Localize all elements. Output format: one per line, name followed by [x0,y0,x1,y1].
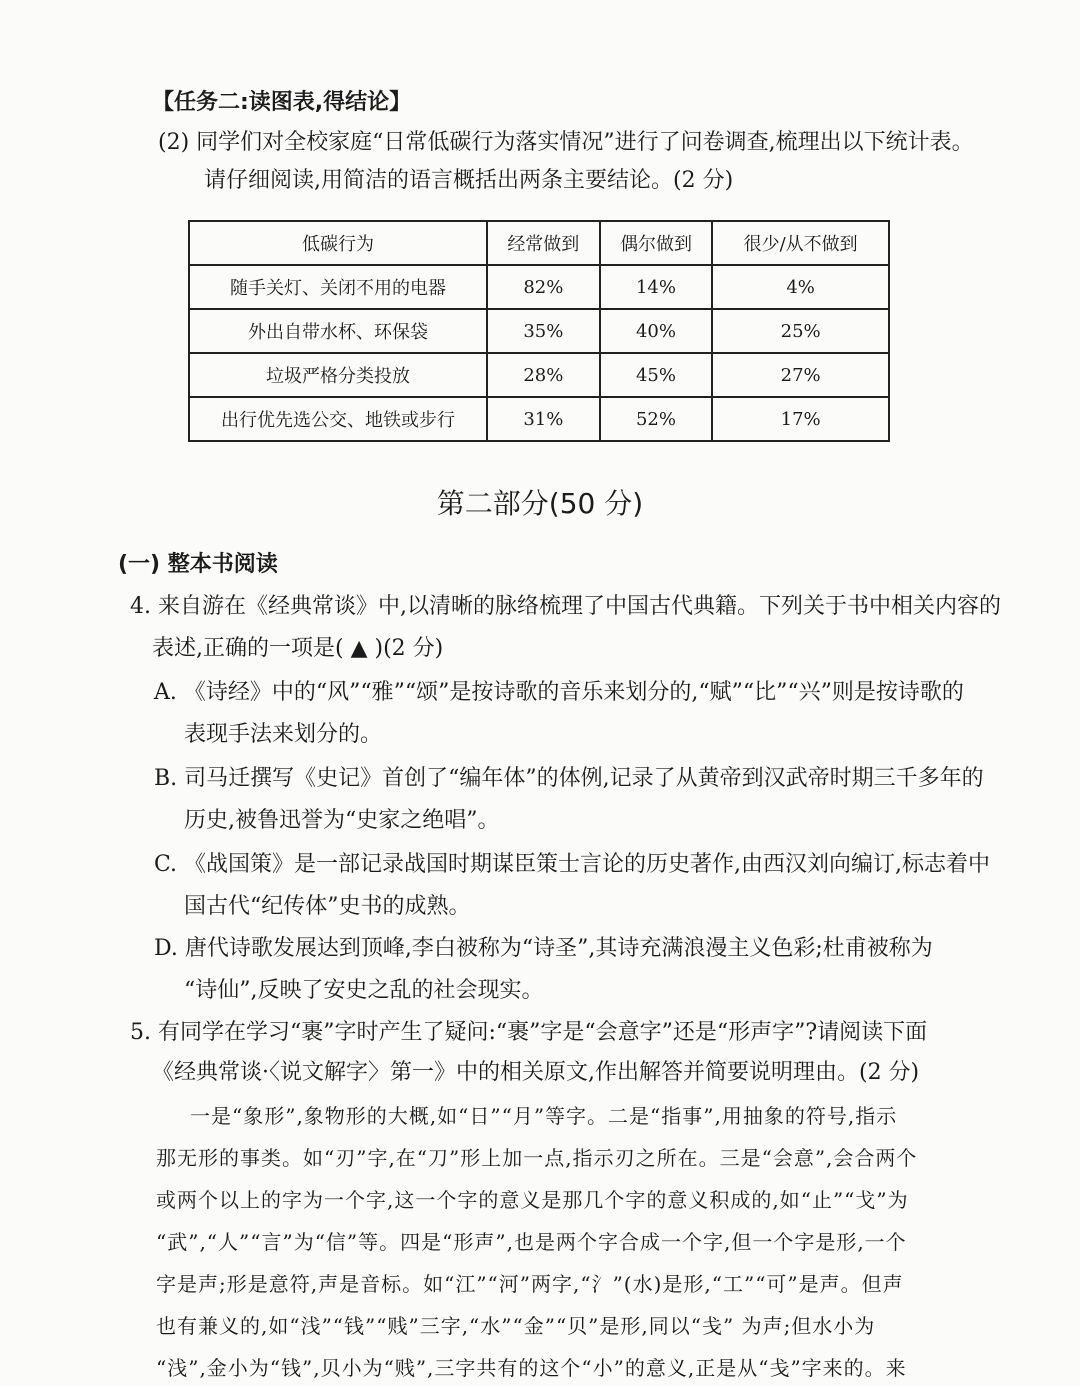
table-header-cell: 很少/从不做到 [712,221,889,265]
table-cell: 外出自带水杯、环保袋 [189,309,487,353]
option-c-cont: 国古代“纪传体”史书的成熟。 [184,894,471,919]
question-4-stem: 4. 来自游在《经典常谈》中,以清晰的脉络梳理了中国古代典籍。下列关于书中相关内容的 [130,594,1001,619]
low-carbon-stats-table [188,220,890,442]
passage-line: 也有兼义的,如“浅”“钱”“贱”三字,“水”“金”“贝”是形,同以“戋” 为声;但水小为 [156,1314,876,1338]
passage-line: 或两个以上的字为一个字,这一个字的意义是那几个字的意义积成的,如“止”“戈”为 [156,1188,909,1212]
table-cell: 25% [712,309,889,353]
table-header-cell: 低碳行为 [189,221,487,265]
table-row [189,309,889,353]
section-heading: (一) 整本书阅读 [118,552,278,577]
table-cell: 35% [487,309,600,353]
table-cell: 4% [712,265,889,309]
table-cell: 52% [600,397,713,441]
table-row [189,397,889,441]
option-d: D. 唐代诗歌发展达到顶峰,李白被称为“诗圣”,其诗充满浪漫主义色彩;杜甫被称为 [154,936,933,961]
passage-line: 字是声;形是意符,声是音标。如“江”“河”两字,“氵”(水)是形,“工”“可”是声。但声 [156,1272,904,1296]
table-row [189,265,889,309]
passage-line: 那无形的事类。如“刃”字,在“刀”形上加一点,指示刃之所在。三是“会意”,会合两个 [156,1146,918,1170]
option-b-cont: 历史,被鲁迅誉为“史家之绝唱”。 [184,808,500,833]
passage-line: “武”,“人”“言”为“信”等。四是“形声”,也是两个字合成一个字,但一个字是形,一个 [156,1230,907,1254]
option-b: B. 司马迁撰写《史记》首创了“编年体”的体例,记录了从黄帝到汉武帝时期三千多年的 [154,766,984,791]
table-header-row [189,221,889,265]
passage-line: 一是“象形”,象物形的大概,如“日”“月”等字。二是“指事”,用抽象的符号,指示 [190,1104,898,1128]
table-cell: 45% [600,353,713,397]
question-4-stem-cont: 表述,正确的一项是( ▲ )(2 分) [152,636,444,661]
table-row [189,353,889,397]
option-a: A. 《诗经》中的“风”“雅”“颂”是按诗歌的音乐来划分的,“赋”“比”“兴”则是按诗歌的 [154,680,964,705]
table-cell: 出行优先选公交、地铁或步行 [189,397,487,441]
table-cell: 31% [487,397,600,441]
table-cell: 随手关灯、关闭不用的电器 [189,265,487,309]
option-c: C. 《战国策》是一部记录战国时期谋臣策士言论的历史著作,由西汉刘向编订,标志着中 [154,852,991,877]
question-5-stem: 5. 有同学在学习“裹”字时产生了疑问:“裹”字是“会意字”还是“形声字”?请阅读下面 [130,1020,928,1045]
option-a-cont: 表现手法来划分的。 [184,722,383,747]
table-header-cell: 经常做到 [487,221,600,265]
task2-prompt-line1: (2) 同学们对全校家庭“日常低碳行为落实情况”进行了问卷调查,梳理出以下统计表。 [158,130,974,155]
question-5-stem-cont: 《经典常谈·〈说文解字〉第一》中的相关原文,作出解答并简要说明理由。(2 分) [152,1060,920,1085]
table-cell: 27% [712,353,889,397]
task2-prompt-line2: 请仔细阅读,用简洁的语言概括出两条主要结论。(2 分) [204,168,734,193]
table-cell: 40% [600,309,713,353]
table-cell: 14% [600,265,713,309]
table-cell: 17% [712,397,889,441]
table-header-cell: 偶尔做到 [600,221,713,265]
table-cell: 82% [487,265,600,309]
task2-heading: 【任务二:读图表,得结论】 [152,90,412,115]
table-cell: 28% [487,353,600,397]
passage-line: “浅”,金小为“钱”,贝小为“贱”,三字共有的这个“小”的意义,正是从“戋”字来的。来 [156,1356,907,1380]
table-cell: 垃圾严格分类投放 [189,353,487,397]
part-title: 第二部分(50 分) [436,487,644,520]
option-d-cont: “诗仙”,反映了安史之乱的社会现实。 [184,978,544,1003]
